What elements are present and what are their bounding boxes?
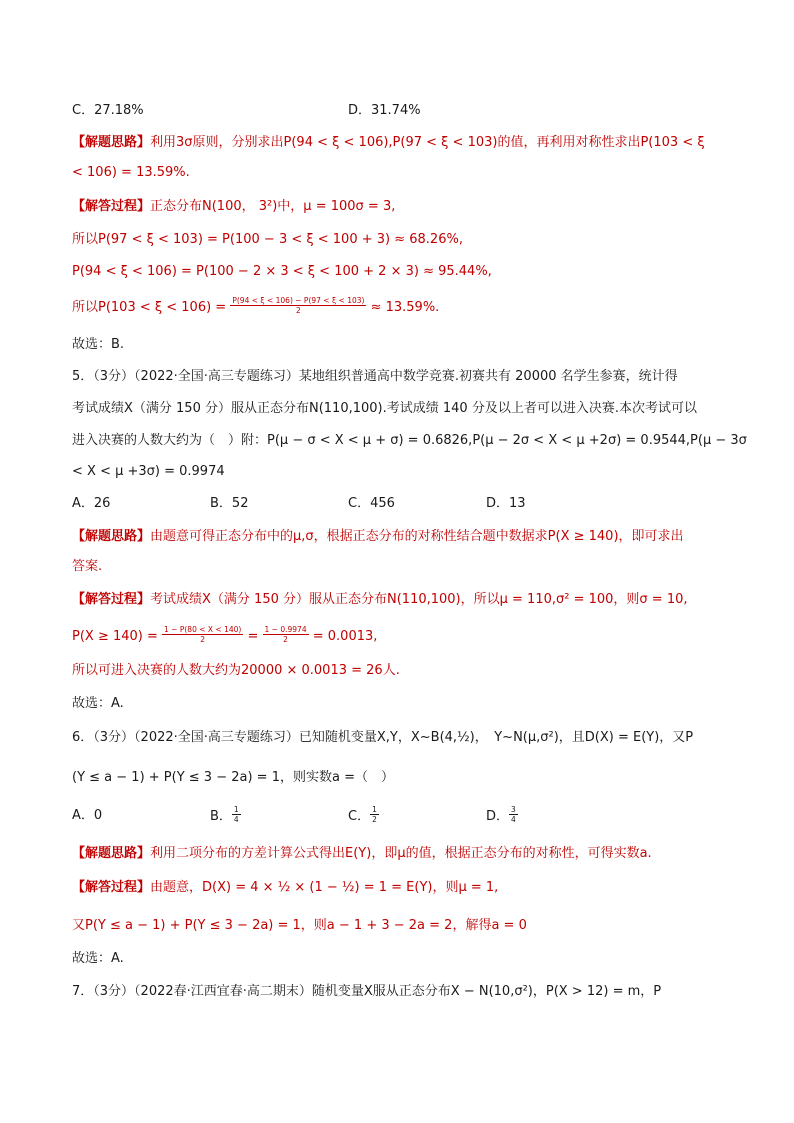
fraction-denominator: 2 [296,306,301,315]
question-stem: (Y ≤ a − 1) + P(Y ≤ 3 − 2a) = 1，则实数a =（ ） [72,770,394,785]
solution-idea [72,134,705,152]
equation-result: = 0.0013, [312,629,378,644]
option-label: B． [210,809,232,824]
solution-idea [72,845,652,863]
fraction-numerator: 1 [372,805,377,814]
answer: 故选：A. [72,696,124,711]
idea-text-cont: < 106) = 13.59%. [72,165,190,180]
option-label: C． [348,809,371,824]
process-line-fraction [72,627,377,646]
process-tag: 【解答过程】 [72,880,151,895]
equals-sign: = [247,629,259,644]
process-line-fraction [72,298,439,317]
fraction [232,805,241,824]
fraction-numerator: 1 [233,805,239,814]
option-d: D．31.74% [348,103,421,118]
process-line: P(94 < ξ < 106) = P(100 − 2 × 3 < ξ < 100 + 2 × 3) ≈ 95.44%, [72,264,492,279]
answer: 故选：B. [72,337,125,352]
equation-lhs: 所以P(103 < ξ < 106) = [72,300,227,315]
idea-text-cont: 答案. [72,559,103,574]
idea-tag: 【解题思路】 [72,846,151,861]
question-stem: 7．（3分）（2022春·江西宜春·高二期末）随机变量X服从正态分布X − N(10,σ²)，P(X > 12) = m，P [72,984,662,999]
question-stem: 6．（3分）（2022·全国·高三专题练习）已知随机变量X,Y，X~B(4,½)， Y~N(μ,σ²)，且D(X) = E(Y)，又P [72,730,694,745]
answer: 故选：A. [72,951,124,966]
fraction [509,805,518,824]
option-c: C．456 [348,496,395,511]
option-c [348,807,379,826]
option-a: A．26 [72,496,111,511]
option-c: C．27.18% [72,103,144,118]
fraction-numerator: 1 − P(80 < X < 140) [164,625,242,634]
option-label: D． [486,809,510,824]
fraction [162,625,243,644]
solution-idea [72,528,684,546]
idea-text: 利用二项分布的方差计算公式得出E(Y)，即μ的值，根据正态分布的对称性，可得实数a. [150,846,652,861]
solution-process [72,198,395,216]
idea-text: 由题意可得正态分布中的μ,σ，根据正态分布的对称性结合题中数据求P(X ≥ 140)，即可求出 [150,529,684,544]
fraction-denominator: 4 [511,815,516,824]
process-text: 由题意，D(X) = 4 × ½ × (1 − ½) = 1 = E(Y)，则μ = 1, [150,880,499,895]
fraction-denominator: 2 [283,635,288,644]
question-stem: 5．（3分）（2022·全国·高三专题练习）某地组织普通高中数学竞赛.初赛共有 20000 名学生参赛，统计得 [72,369,678,384]
fraction-numerator: 1 − 0.9974 [264,625,307,634]
idea-text: 利用3σ原则，分别求出P(94 < ξ < 106),P(97 < ξ < 103)的值，再利用对称性求出P(103 < ξ [150,135,705,150]
fraction [263,625,309,644]
process-text: 正态分布N(100， 3²)中，μ = 100σ = 3, [150,199,396,214]
equation-result: ≈ 13.59%. [370,300,440,315]
process-line: 又P(Y ≤ a − 1) + P(Y ≤ 3 − 2a) = 1，则a − 1 + 3 − 2a = 2，解得a = 0 [72,918,527,933]
process-line: 所以可进入决赛的人数大约为20000 × 0.0013 = 26人. [72,663,400,678]
option-a: A．0 [72,808,103,823]
fraction [230,296,366,315]
solution-process [72,591,688,609]
process-line: 所以P(97 < ξ < 103) = P(100 − 3 < ξ < 100 + 3) ≈ 68.26%, [72,232,463,247]
option-d [486,807,518,826]
option-b [210,807,241,826]
fraction [370,805,379,824]
fraction-denominator: 2 [372,815,377,824]
fraction-denominator: 4 [233,815,239,824]
process-text: 考试成绩X（满分 150 分）服从正态分布N(110,100)，所以μ = 110,σ² = 100，则σ = 10, [150,592,688,607]
question-stem: 进入决赛的人数大约为（ ）附：P(μ − σ < X < μ + σ) = 0.6826,P(μ − 2σ < X < μ +2σ) = 0.9544,P(μ − 3σ [72,433,747,448]
option-d: D．13 [486,496,526,511]
equation-lhs: P(X ≥ 140) = [72,629,158,644]
process-tag: 【解答过程】 [72,199,151,214]
solution-process [72,879,498,897]
process-tag: 【解答过程】 [72,592,151,607]
option-b: B．52 [210,496,249,511]
question-stem: 考试成绩X（满分 150 分）服从正态分布N(110,100).考试成绩 140 分及以上者可以进入决赛.本次考试可以 [72,401,697,416]
idea-tag: 【解题思路】 [72,529,151,544]
question-stem: < X < μ +3σ) = 0.9974 [72,464,225,479]
fraction-numerator: P(94 < ξ < 106) − P(97 < ξ < 103) [232,296,365,305]
idea-tag: 【解题思路】 [72,135,151,150]
fraction-denominator: 2 [200,635,206,644]
fraction-numerator: 3 [511,805,516,814]
